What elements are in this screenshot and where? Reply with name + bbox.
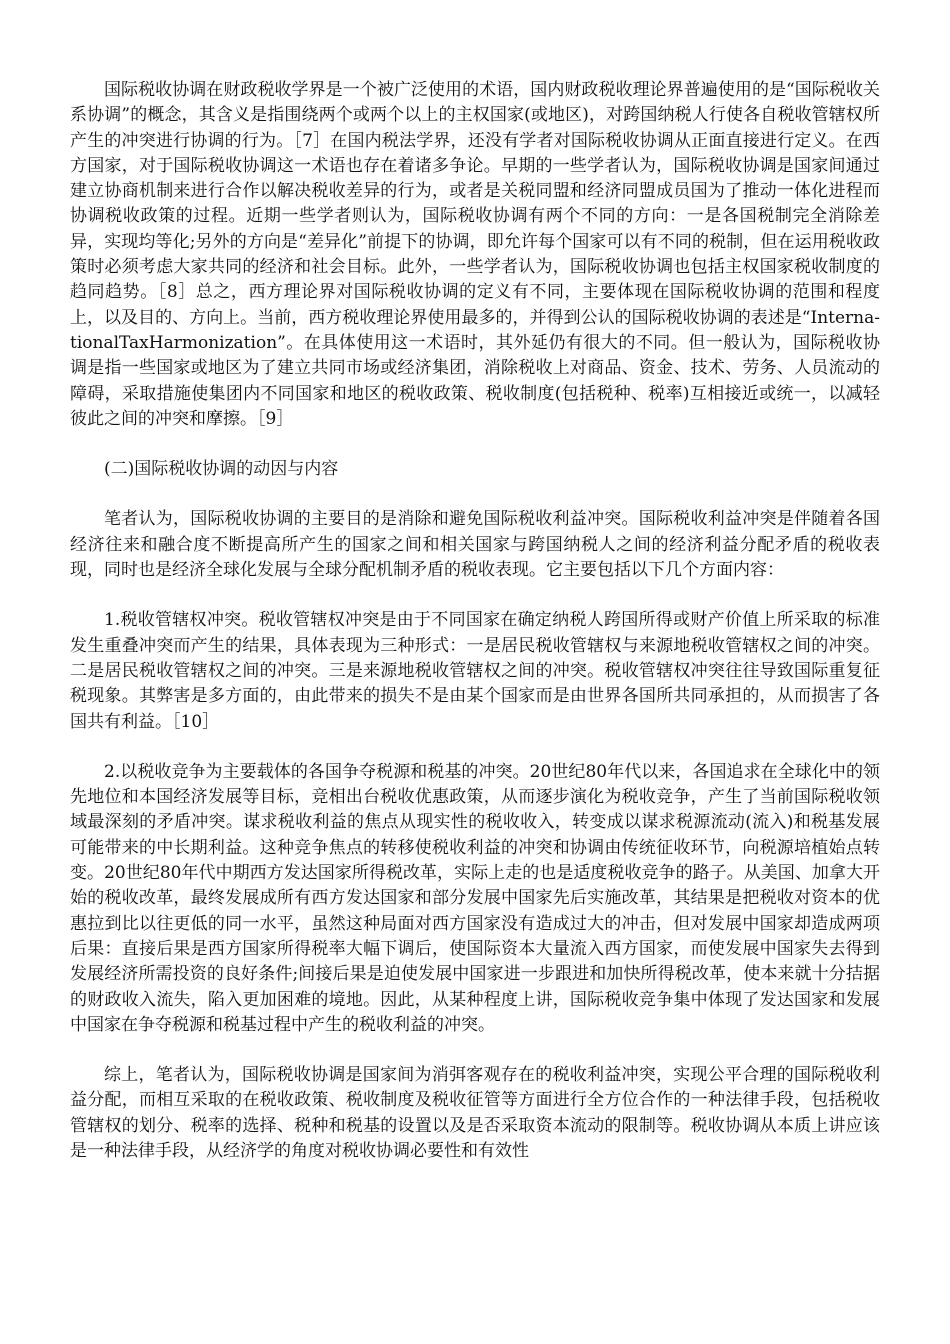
paragraph-purpose: 笔者认为，国际税收协调的主要目的是消除和避免国际税收利益冲突。国际税收利益冲突是伴随着各国经济往来和融合度不断提高所产生的国家之间和相关国家与跨国纳税人之间的经济利益分配矛盾的税收表现，同时也是经济全球化发展与全球分配机制矛盾的税收表现。它主要包括以下几个方面内容：: [70, 509, 880, 581]
paragraph-item-1: 1.税收管辖权冲突。税收管辖权冲突是由于不同国家在确定纳税人跨国所得或财产价值上所采取的标准发生重叠冲突而产生的结果，具体表现为三种形式：一是居民税收管辖权与来源地税收管辖权之间的冲突。二是居民税收管辖权之间的冲突。三是来源地税收管辖权之间的冲突。税收管辖权冲突往往导致国际重复征税现象。其弊害是多方面的，由此带来的损失不是由某个国家而是由世界各国所共同承担的，从而损害了各国共有利益。［10］: [70, 610, 880, 732]
paragraph-definition: 国际税收协调在财政税收学界是一个被广泛使用的术语，国内财政税收理论界普遍使用的是“国际税收关系协调”的概念，其含义是指围绕两个或两个以上的主权国家(或地区)，对跨国纳税人行使各自税收管辖权所产生的冲突进行协调的行为。［7］在国内税法学界，还没有学者对国际税收协调从正面直接进行定义。在西方国家，对于国际税收协调这一术语也存在着诸多争论。早期的一些学者认为，国际税收协调是国家间通过建立协商机制来进行合作以解决税收差异的行为，或者是关税同盟和经济同盟成员国为了推动一体化进程而协调税收政策的过程。近期一些学者则认为，国际税收协调有两个不同的方向：一是各国税制完全消除差异，实现均等化;另外的方向是“差异化”前提下的协调，即允许每个国家可以有不同的税制，但在运用税收政策时必须考虑大家共同的经济和社会目标。此外，一些学者认为，国际税收协调也包括主权国家税收制度的趋同趋势。［8］总之，西方理论界对国际税收协调的定义有不同，主要体现在国际税收协调的范围和程度上，以及目的、方向上。当前，西方税收理论界使用最多的，并得到公认的国际税收协调的表述是“Interna-tionalTaxHarmonization”。在具体使用这一术语时，其外延仍有很大的不同。但一般认为，国际税收协调是指一些国家或地区为了建立共同市场或经济集团，消除税收上对商品、资金、技术、劳务、人员流动的障碍，采取措施使集团内不同国家和地区的税收政策、税收制度(包括税种、税率)互相接近或统一，以减轻彼此之间的冲突和摩擦。［9］: [70, 80, 880, 429]
section-heading: (二)国际税收协调的动因与内容: [104, 459, 339, 480]
paragraph-summary: 综上，笔者认为，国际税收协调是国家间为消弭客观存在的税收利益冲突，实现公平合理的国际税收利益分配，而相互采取的在税收政策、税收制度及税收征管等方面进行全方位合作的一种法律手段，包括税收管辖权的划分、税率的选择、税种和税基的设置以及是否采取资本流动的限制等。税收协调从本质上讲应该是一种法律手段，从经济学的角度对税收协调必要性和有效性: [70, 1065, 880, 1161]
document-body: [70, 78, 880, 1189]
paragraph-item-2: 2.以税收竞争为主要载体的各国争夺税源和税基的冲突。20世纪80年代以来，各国追求在全球化中的领先地位和本国经济发展等目标，竞相出台税收优惠政策，从而逐步演化为税收竞争，产生了当前国际税收领域最深刻的矛盾冲突。谋求税收利益的焦点从现实性的税收收入，转变成以谋求税源流动(流入)和税基发展可能带来的中长期利益。这种竞争焦点的转移使税收利益的冲突和协调由传统征收环节，向税源培植始点转变。20世纪80年代中期西方发达国家所得税改革，实际上走的也是适度税收竞争的路子。从美国、加拿大开始的税收改革，最终发展成所有西方发达国家和部分发展中国家先后实施改革，其结果是把税收对资本的优惠拉到比以往更低的同一水平，虽然这种局面对西方国家没有造成过大的冲击，但对发展中国家却造成两项后果：直接后果是西方国家所得税率大幅下调后，使国际资本大量流入西方国家，而使发展中国家失去得到发展经济所需投资的良好条件;间接后果是迫使发展中国家进一步跟进和加快所得税改革，使本来就十分拮据的财政收入流失，陷入更加困难的境地。因此，从某种程度上讲，国际税收竞争集中体现了发达国家和发展中国家在争夺税源和税基过程中产生的税收利益的冲突。: [70, 761, 880, 1035]
